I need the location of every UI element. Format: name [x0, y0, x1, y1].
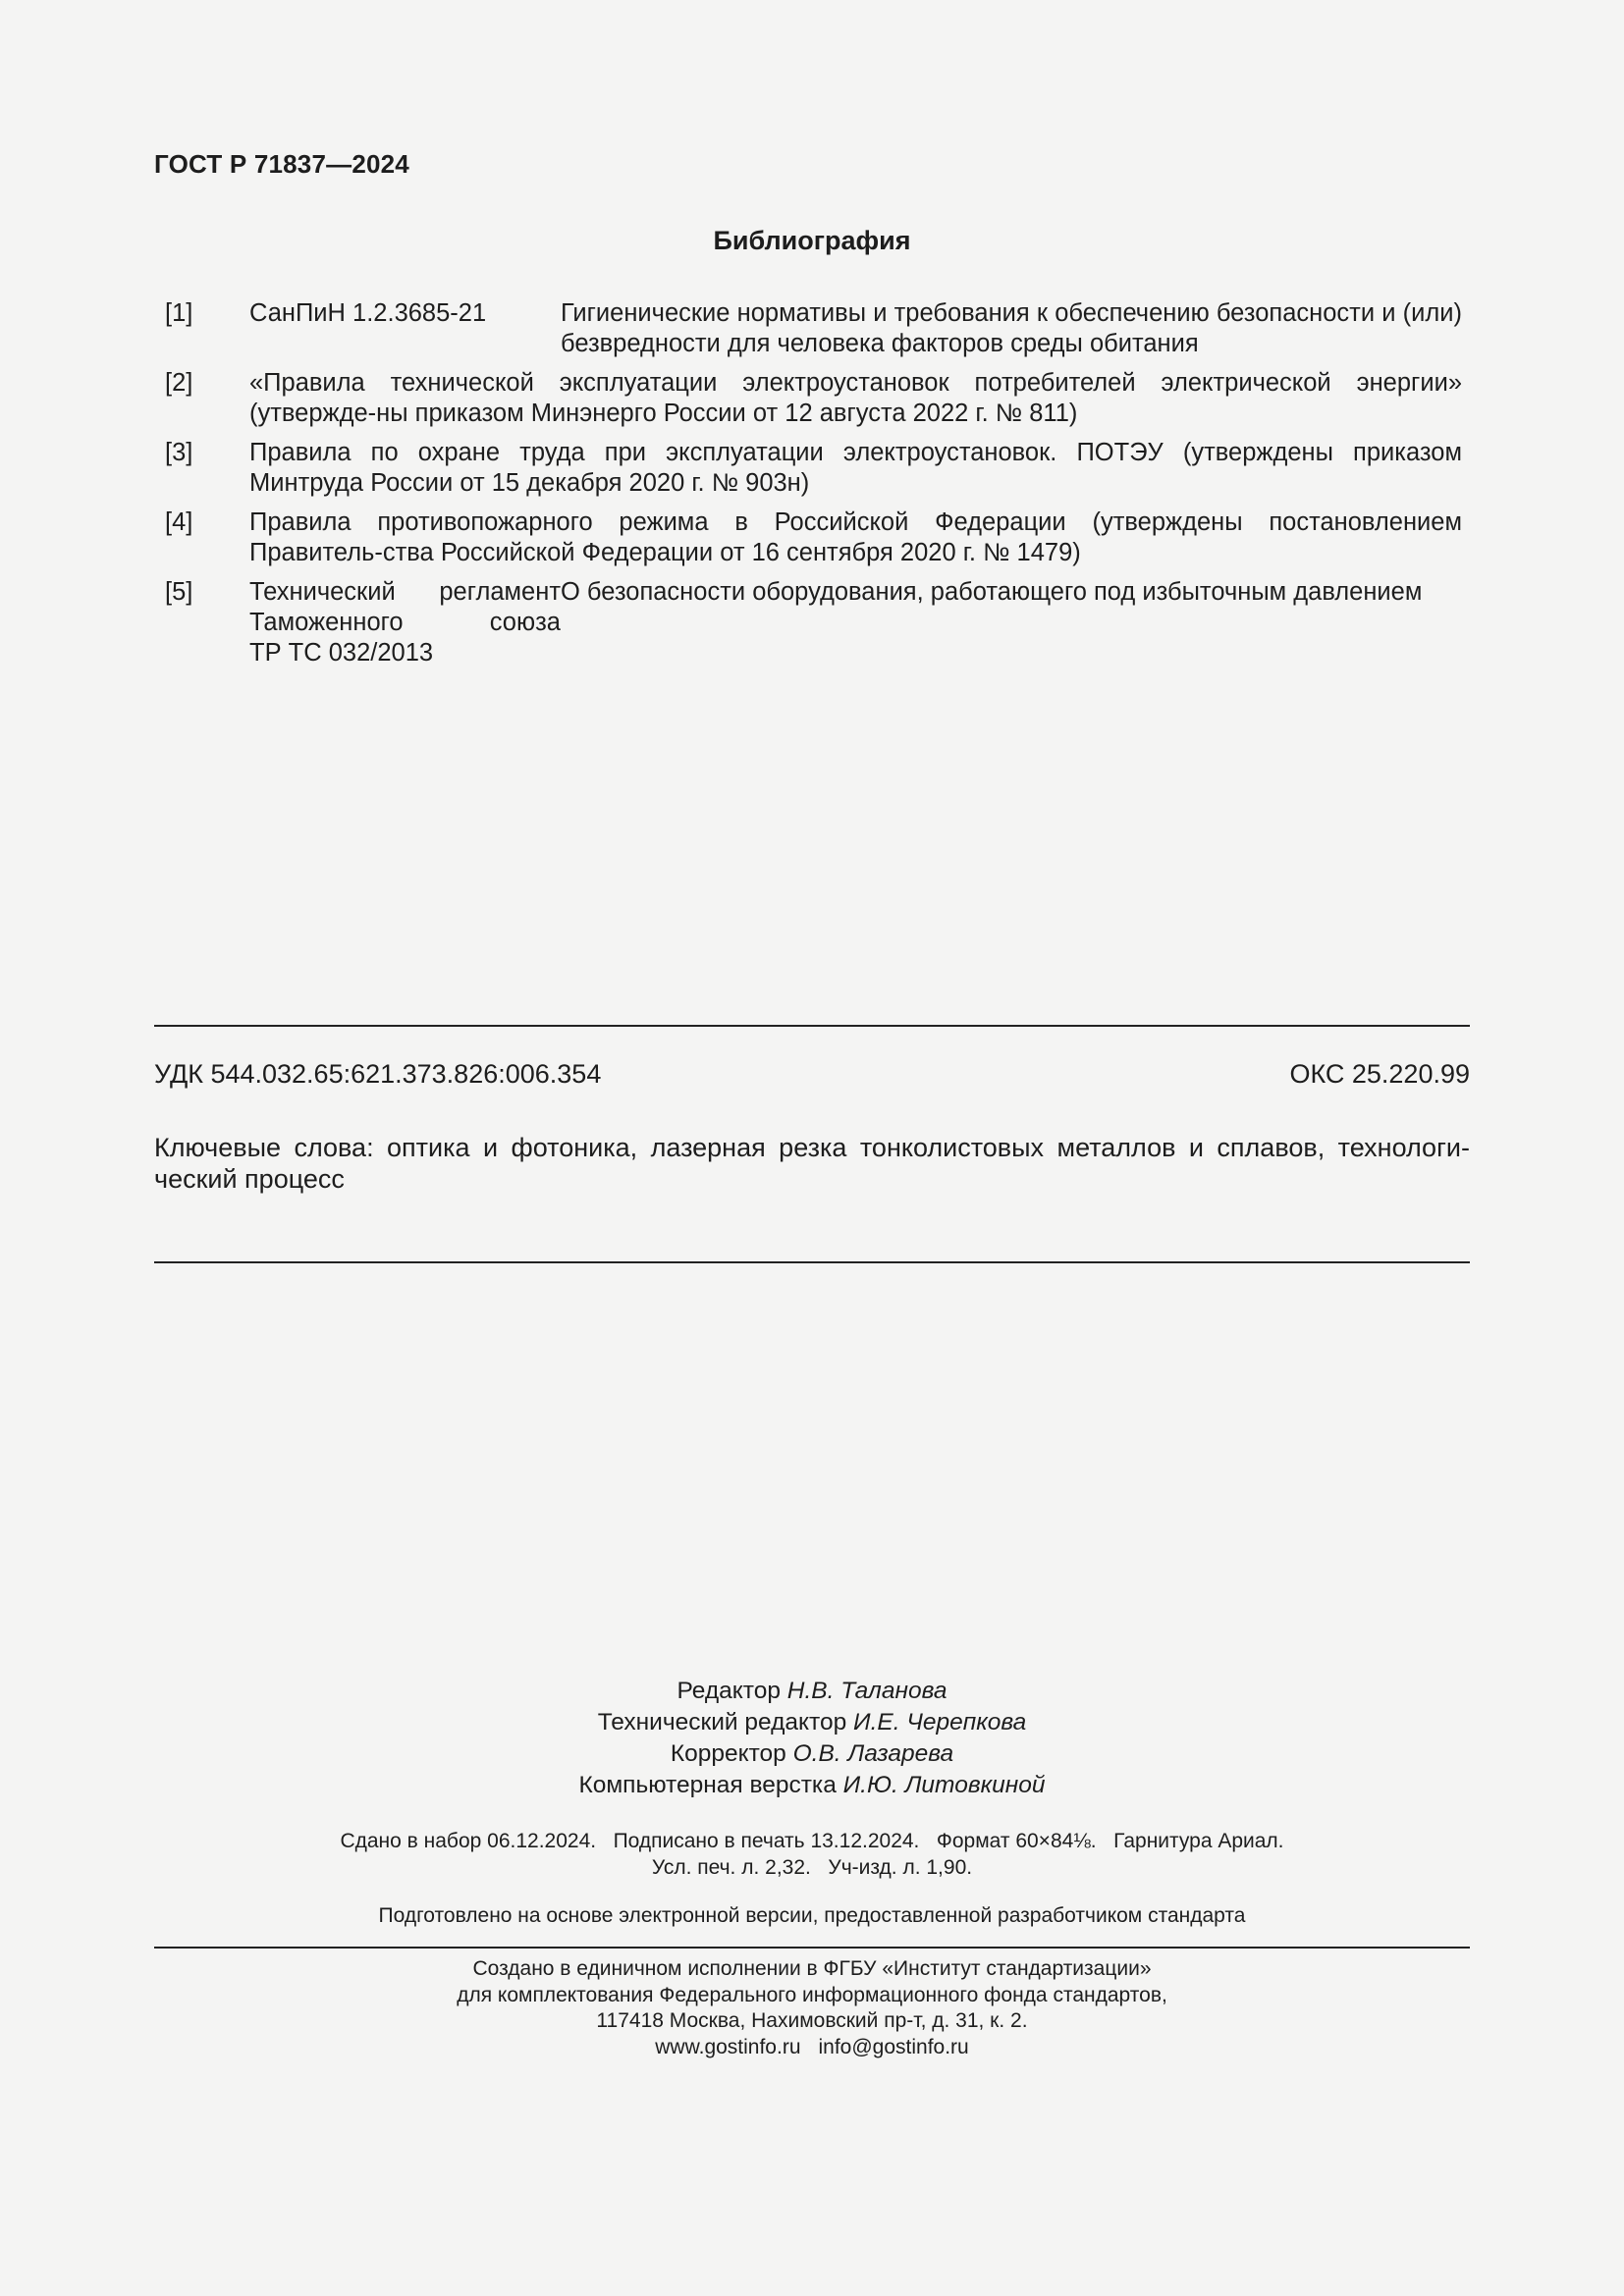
proofreader-role: Корректор [670, 1740, 786, 1767]
bibliography-entry [154, 577, 1462, 668]
editor-role: Редактор [677, 1678, 781, 1704]
website-link[interactable]: www.gostinfo.ru [655, 2035, 801, 2058]
publisher-address: 117418 Москва, Нахимовский пр-т, д. 31, к. 2. [596, 2009, 1028, 2032]
keywords: Ключевые слова: оптика и фотоника, лазерная резка тонколистовых металлов и сплавов, технологи-ческий процесс [154, 1133, 1470, 1194]
entry-number: [3] [165, 439, 193, 466]
entry-number: [5] [165, 578, 193, 606]
oks-code: ОКС 25.220.99 [1289, 1059, 1470, 1089]
entry-number: [1] [165, 299, 193, 327]
standard-id: ГОСТ Р 71837—2024 [154, 149, 409, 179]
credits-block [0, 1676, 1624, 1801]
entry-text: Гигиенические нормативы и требования к обеспечению безопасности и (или) безвредности для человека факторов среды обитания [561, 299, 1462, 357]
layout-name: И.Ю. Литовкиной [842, 1772, 1046, 1798]
bibliography-entry [154, 298, 1462, 359]
entry-text: Правила противопожарного режима в Российской Федерации (утверждены постановлением Правитель-ства Российской Федерации от 16 сентября 2020 г. № 1479) [249, 508, 1462, 566]
entry-text: «Правила технической эксплуатации электроустановок потребителей электрической энергии» (утвержде-ны приказом Минэнерго России от 12 августа 2022 г. № 811) [249, 369, 1462, 427]
entry-number: [2] [165, 369, 193, 397]
bibliography-title: Библиография [713, 226, 911, 255]
divider-top [154, 1025, 1470, 1027]
layout-role: Компьютерная верстка [578, 1772, 837, 1798]
entry-source-line: ТР ТС 032/2013 [249, 639, 434, 667]
bibliography-list [154, 298, 1462, 677]
publication-info [0, 1828, 1624, 1881]
publication-line: Усл. печ. л. 2,32. Уч-изд. л. 1,90. [651, 1856, 973, 1879]
entry-text: Правила по охране труда при эксплуатации электроустановок. ПОТЭУ (утверждены приказом Минтруда России от 15 декабря 2020 г. № 903н) [249, 439, 1462, 497]
prepared-note: Подготовлено на основе электронной версии, предоставленной разработчиком стандарта [378, 1904, 1246, 1927]
publisher-line: для комплектования Федерального информационного фонда стандартов, [457, 1983, 1167, 2006]
editor-name: Н.В. Таланова [786, 1678, 947, 1704]
publication-line: Сдано в набор 06.12.2024. Подписано в печать 13.12.2024. Формат 60×84⅛. Гарнитура Ариал. [340, 1830, 1284, 1852]
editor-line [0, 1676, 1624, 1707]
divider-middle [154, 1261, 1470, 1263]
proofreader-line [0, 1738, 1624, 1770]
bibliography-entry [154, 438, 1462, 499]
publisher-block [0, 1956, 1624, 2060]
layout-line [0, 1770, 1624, 1801]
bibliography-entry [154, 507, 1462, 568]
publisher-contacts [0, 2035, 1624, 2061]
tech-editor-name: И.Е. Черепкова [853, 1709, 1027, 1735]
entry-source [249, 577, 561, 668]
publisher-line: Создано в единичном исполнении в ФГБУ «Институт стандартизации» [472, 1957, 1152, 1980]
proofreader-name: О.В. Лазарева [792, 1740, 954, 1767]
udk-code: УДК 544.032.65:621.373.826:006.354 [154, 1059, 602, 1089]
entry-number: [4] [165, 508, 193, 536]
entry-source-line: Технический регламент Таможенного союза [249, 578, 561, 636]
entry-text: О безопасности оборудования, работающего под избыточным давлением [561, 578, 1423, 606]
bibliography-entry [154, 368, 1462, 429]
tech-editor-line [0, 1707, 1624, 1738]
email-link[interactable]: info@gostinfo.ru [818, 2035, 969, 2058]
classification-row [154, 1059, 1470, 1090]
divider-bottom [154, 1947, 1470, 1949]
entry-source: СанПиН 1.2.3685-21 [249, 299, 487, 327]
tech-editor-role: Технический редактор [597, 1709, 847, 1735]
